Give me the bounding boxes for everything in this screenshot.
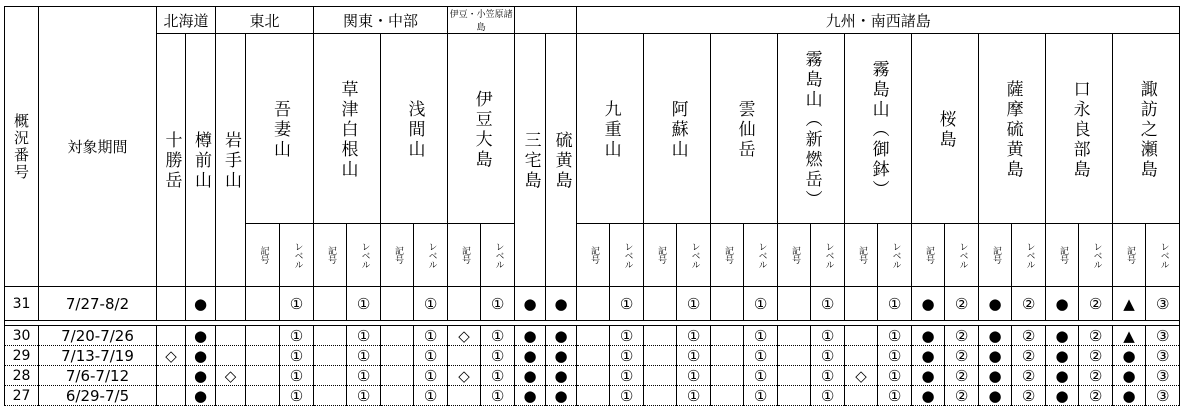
status-cell: ② bbox=[945, 386, 979, 406]
status-cell: ① bbox=[347, 386, 381, 406]
status-cell: ① bbox=[347, 326, 381, 346]
volcano-header-kirishima-ohachi: 霧島山（御鉢） bbox=[845, 34, 912, 224]
status-cell bbox=[577, 366, 610, 386]
status-cell: ● bbox=[186, 287, 216, 321]
status-cell: ① bbox=[811, 346, 845, 366]
status-cell bbox=[448, 386, 481, 406]
level-subheader: レベル bbox=[414, 224, 448, 287]
status-cell: ② bbox=[1012, 326, 1046, 346]
report-number: 30 bbox=[5, 326, 39, 346]
volcano-header-tarumaesan: 樽前山 bbox=[186, 34, 216, 287]
status-cell bbox=[216, 346, 246, 366]
report-number: 31 bbox=[5, 287, 39, 321]
level-subheader: レベル bbox=[1146, 224, 1180, 287]
status-cell bbox=[845, 287, 878, 321]
status-cell: ① bbox=[280, 326, 314, 346]
status-cell: ● bbox=[979, 346, 1012, 366]
status-cell: ● bbox=[979, 366, 1012, 386]
status-cell: ● bbox=[515, 287, 546, 321]
status-cell bbox=[216, 287, 246, 321]
status-cell bbox=[644, 366, 677, 386]
status-cell: ① bbox=[280, 386, 314, 406]
status-cell bbox=[711, 366, 744, 386]
status-cell bbox=[845, 386, 878, 406]
status-cell: ② bbox=[945, 326, 979, 346]
level-subheader: レベル bbox=[481, 224, 515, 287]
status-cell: ① bbox=[610, 386, 644, 406]
status-cell: ● bbox=[912, 366, 945, 386]
volcano-header-iwoto: 硫黄島 bbox=[546, 34, 577, 287]
report-number: 27 bbox=[5, 386, 39, 406]
level-subheader: レベル bbox=[1079, 224, 1113, 287]
status-cell bbox=[314, 287, 347, 321]
status-cell: ① bbox=[677, 287, 711, 321]
mark-subheader: 記号 bbox=[246, 224, 280, 287]
status-cell: ① bbox=[744, 386, 778, 406]
status-cell: ● bbox=[979, 326, 1012, 346]
mark-subheader: 記号 bbox=[912, 224, 945, 287]
status-cell: ● bbox=[546, 287, 577, 321]
target-period: 7/27-8/2 bbox=[39, 287, 157, 321]
status-cell: ① bbox=[347, 287, 381, 321]
level-subheader: レベル bbox=[280, 224, 314, 287]
status-cell: ① bbox=[677, 346, 711, 366]
status-cell: ● bbox=[546, 386, 577, 406]
status-cell: ③ bbox=[1146, 366, 1180, 386]
status-cell: ① bbox=[280, 287, 314, 321]
status-cell: ● bbox=[979, 386, 1012, 406]
status-cell bbox=[778, 386, 811, 406]
status-cell bbox=[381, 326, 414, 346]
status-cell: ◇ bbox=[845, 366, 878, 386]
volcano-header-tokachidake: 十勝岳 bbox=[157, 34, 186, 287]
status-cell bbox=[845, 346, 878, 366]
status-cell: ▲ bbox=[1113, 287, 1146, 321]
volcano-header-satsuma-iojima: 薩摩硫黄島 bbox=[979, 34, 1046, 224]
status-cell bbox=[577, 346, 610, 366]
status-cell bbox=[577, 326, 610, 346]
status-cell bbox=[216, 386, 246, 406]
status-cell: ● bbox=[515, 326, 546, 346]
status-cell: ① bbox=[414, 366, 448, 386]
target-period: 7/6-7/12 bbox=[39, 366, 157, 386]
status-cell bbox=[711, 326, 744, 346]
level-subheader: レベル bbox=[744, 224, 778, 287]
table-body bbox=[5, 287, 1180, 406]
status-cell: ① bbox=[811, 386, 845, 406]
region-kyushu-nansei: 九州・南西諸島 bbox=[577, 7, 1180, 34]
status-cell: ① bbox=[811, 287, 845, 321]
volcano-header-sakurajima: 桜島 bbox=[912, 34, 979, 224]
status-cell: ◇ bbox=[448, 366, 481, 386]
status-cell bbox=[314, 366, 347, 386]
status-cell: ② bbox=[945, 287, 979, 321]
status-cell: ● bbox=[912, 287, 945, 321]
status-cell: ① bbox=[481, 326, 515, 346]
status-cell: ① bbox=[610, 326, 644, 346]
status-cell bbox=[157, 366, 186, 386]
status-cell bbox=[711, 346, 744, 366]
status-cell bbox=[157, 326, 186, 346]
status-cell: ① bbox=[280, 366, 314, 386]
status-cell: ① bbox=[811, 366, 845, 386]
status-cell bbox=[216, 326, 246, 346]
number-column-header: 概況番号 bbox=[5, 7, 39, 287]
status-cell: ① bbox=[347, 346, 381, 366]
status-cell: ● bbox=[546, 346, 577, 366]
status-cell: ● bbox=[186, 366, 216, 386]
volcano-header-kuchinoerabujima: 口永良部島 bbox=[1046, 34, 1113, 224]
status-cell: ② bbox=[1012, 366, 1046, 386]
status-cell: ① bbox=[744, 346, 778, 366]
status-cell bbox=[246, 346, 280, 366]
status-cell: ① bbox=[878, 366, 912, 386]
status-cell: ● bbox=[1046, 287, 1079, 321]
target-period: 7/13-7/19 bbox=[39, 346, 157, 366]
status-cell: ① bbox=[811, 326, 845, 346]
status-cell: ② bbox=[1012, 386, 1046, 406]
status-cell: ① bbox=[677, 326, 711, 346]
status-cell: ● bbox=[1113, 366, 1146, 386]
status-cell bbox=[381, 386, 414, 406]
status-cell bbox=[644, 386, 677, 406]
status-cell bbox=[246, 326, 280, 346]
volcano-header-kirishima-shinmoedake: 霧島山（新燃岳） bbox=[778, 34, 845, 224]
status-cell bbox=[711, 386, 744, 406]
target-period: 7/20-7/26 bbox=[39, 326, 157, 346]
mark-subheader: 記号 bbox=[979, 224, 1012, 287]
status-cell: ② bbox=[1012, 346, 1046, 366]
volcano-header-kusatsu-shiranesan: 草津白根山 bbox=[314, 34, 381, 224]
status-cell: ① bbox=[878, 326, 912, 346]
volcano-header-asamayama: 浅間山 bbox=[381, 34, 448, 224]
status-cell bbox=[246, 287, 280, 321]
status-cell: ● bbox=[912, 326, 945, 346]
status-cell bbox=[577, 287, 610, 321]
mark-subheader: 記号 bbox=[381, 224, 414, 287]
status-cell: ● bbox=[1046, 366, 1079, 386]
target-period: 6/29-7/5 bbox=[39, 386, 157, 406]
status-cell: ② bbox=[1012, 287, 1046, 321]
mark-subheader: 記号 bbox=[314, 224, 347, 287]
status-cell: ① bbox=[481, 346, 515, 366]
status-cell: ③ bbox=[1146, 386, 1180, 406]
mark-subheader: 記号 bbox=[1046, 224, 1079, 287]
status-cell: ② bbox=[1079, 386, 1113, 406]
mark-subheader: 記号 bbox=[577, 224, 610, 287]
level-subheader: レベル bbox=[677, 224, 711, 287]
status-cell: ① bbox=[414, 287, 448, 321]
status-cell: ① bbox=[744, 326, 778, 346]
status-cell bbox=[157, 386, 186, 406]
status-cell bbox=[314, 386, 347, 406]
status-cell: ② bbox=[945, 346, 979, 366]
status-cell bbox=[644, 326, 677, 346]
status-cell: ● bbox=[979, 287, 1012, 321]
region-tohoku: 東北 bbox=[216, 7, 314, 34]
status-cell: ① bbox=[610, 287, 644, 321]
status-cell: ① bbox=[744, 287, 778, 321]
region-kanto-chubu: 関東・中部 bbox=[314, 7, 448, 34]
status-cell: ① bbox=[878, 346, 912, 366]
table-row bbox=[5, 386, 1180, 406]
volcano-header-unzendake: 雲仙岳 bbox=[711, 34, 778, 224]
status-cell: ● bbox=[186, 346, 216, 366]
level-subheader: レベル bbox=[878, 224, 912, 287]
status-cell bbox=[644, 346, 677, 366]
status-cell bbox=[246, 386, 280, 406]
status-cell: ● bbox=[1113, 386, 1146, 406]
level-subheader: レベル bbox=[610, 224, 644, 287]
status-cell: ◇ bbox=[216, 366, 246, 386]
status-cell: ● bbox=[1046, 326, 1079, 346]
status-cell: ① bbox=[414, 346, 448, 366]
region-izu-ogasawara: 伊豆・小笠原諸島 bbox=[448, 7, 515, 34]
status-cell bbox=[157, 287, 186, 321]
volcano-header-miyakejima: 三宅島 bbox=[515, 34, 546, 287]
table-row bbox=[5, 366, 1180, 386]
report-number: 28 bbox=[5, 366, 39, 386]
mark-subheader: 記号 bbox=[845, 224, 878, 287]
status-cell: ① bbox=[610, 366, 644, 386]
status-cell: ● bbox=[515, 386, 546, 406]
status-cell: ② bbox=[1079, 346, 1113, 366]
table-row bbox=[5, 346, 1180, 366]
status-cell: ③ bbox=[1146, 326, 1180, 346]
status-cell: ● bbox=[186, 386, 216, 406]
status-cell: ● bbox=[1113, 346, 1146, 366]
status-cell bbox=[711, 287, 744, 321]
status-cell bbox=[778, 366, 811, 386]
status-cell: ① bbox=[744, 366, 778, 386]
status-cell: ● bbox=[546, 366, 577, 386]
status-cell: ① bbox=[878, 287, 912, 321]
status-cell: ① bbox=[347, 366, 381, 386]
status-cell bbox=[845, 326, 878, 346]
status-cell bbox=[644, 287, 677, 321]
mark-subheader: 記号 bbox=[1113, 224, 1146, 287]
status-cell bbox=[778, 346, 811, 366]
period-column-header: 対象期間 bbox=[39, 7, 157, 287]
status-cell: ● bbox=[515, 366, 546, 386]
table-row bbox=[5, 326, 1180, 346]
level-subheader: レベル bbox=[945, 224, 979, 287]
volcano-header-izu-oshima: 伊豆大島 bbox=[448, 34, 515, 224]
status-cell: ① bbox=[481, 386, 515, 406]
status-cell: ① bbox=[481, 287, 515, 321]
status-cell: ● bbox=[912, 346, 945, 366]
status-cell bbox=[448, 346, 481, 366]
status-cell bbox=[381, 366, 414, 386]
status-cell bbox=[778, 287, 811, 321]
status-cell: ③ bbox=[1146, 346, 1180, 366]
status-cell: ③ bbox=[1146, 287, 1180, 321]
status-cell: ② bbox=[945, 366, 979, 386]
status-cell: ① bbox=[677, 386, 711, 406]
status-cell: ◇ bbox=[448, 326, 481, 346]
mark-subheader: 記号 bbox=[448, 224, 481, 287]
status-cell bbox=[448, 287, 481, 321]
mark-subheader: 記号 bbox=[778, 224, 811, 287]
status-cell bbox=[246, 366, 280, 386]
status-cell: ① bbox=[280, 346, 314, 366]
status-cell bbox=[381, 346, 414, 366]
status-cell: ① bbox=[878, 386, 912, 406]
status-cell: ◇ bbox=[157, 346, 186, 366]
volcano-header-kujusan: 九重山 bbox=[577, 34, 644, 224]
status-cell: ② bbox=[1079, 287, 1113, 321]
status-cell: ① bbox=[610, 346, 644, 366]
status-cell: ▲ bbox=[1113, 326, 1146, 346]
status-cell bbox=[314, 326, 347, 346]
volcano-header-iwatesan: 岩手山 bbox=[216, 34, 246, 287]
status-cell: ● bbox=[515, 346, 546, 366]
status-cell bbox=[381, 287, 414, 321]
level-subheader: レベル bbox=[1012, 224, 1046, 287]
level-subheader: レベル bbox=[347, 224, 381, 287]
status-cell: ● bbox=[546, 326, 577, 346]
status-cell: ① bbox=[414, 386, 448, 406]
mark-subheader: 記号 bbox=[711, 224, 744, 287]
status-cell: ① bbox=[677, 366, 711, 386]
status-cell bbox=[778, 326, 811, 346]
table-row bbox=[5, 287, 1180, 321]
status-cell: ● bbox=[1046, 386, 1079, 406]
status-cell: ● bbox=[186, 326, 216, 346]
volcano-header-asosan: 阿蘇山 bbox=[644, 34, 711, 224]
status-cell bbox=[577, 386, 610, 406]
status-cell: ● bbox=[1046, 346, 1079, 366]
volcano-header-suwanosejima: 諏訪之瀬島 bbox=[1113, 34, 1180, 224]
volcano-header-azumayama: 吾妻山 bbox=[246, 34, 314, 224]
status-cell: ① bbox=[414, 326, 448, 346]
mark-subheader: 記号 bbox=[644, 224, 677, 287]
status-cell: ② bbox=[1079, 366, 1113, 386]
region-blank bbox=[515, 7, 577, 34]
report-number: 29 bbox=[5, 346, 39, 366]
status-cell: ● bbox=[912, 386, 945, 406]
level-subheader: レベル bbox=[811, 224, 845, 287]
status-cell bbox=[314, 346, 347, 366]
volcano-status-table bbox=[4, 6, 1180, 406]
status-cell: ① bbox=[481, 366, 515, 386]
status-cell: ② bbox=[1079, 326, 1113, 346]
region-hokkaido: 北海道 bbox=[157, 7, 216, 34]
